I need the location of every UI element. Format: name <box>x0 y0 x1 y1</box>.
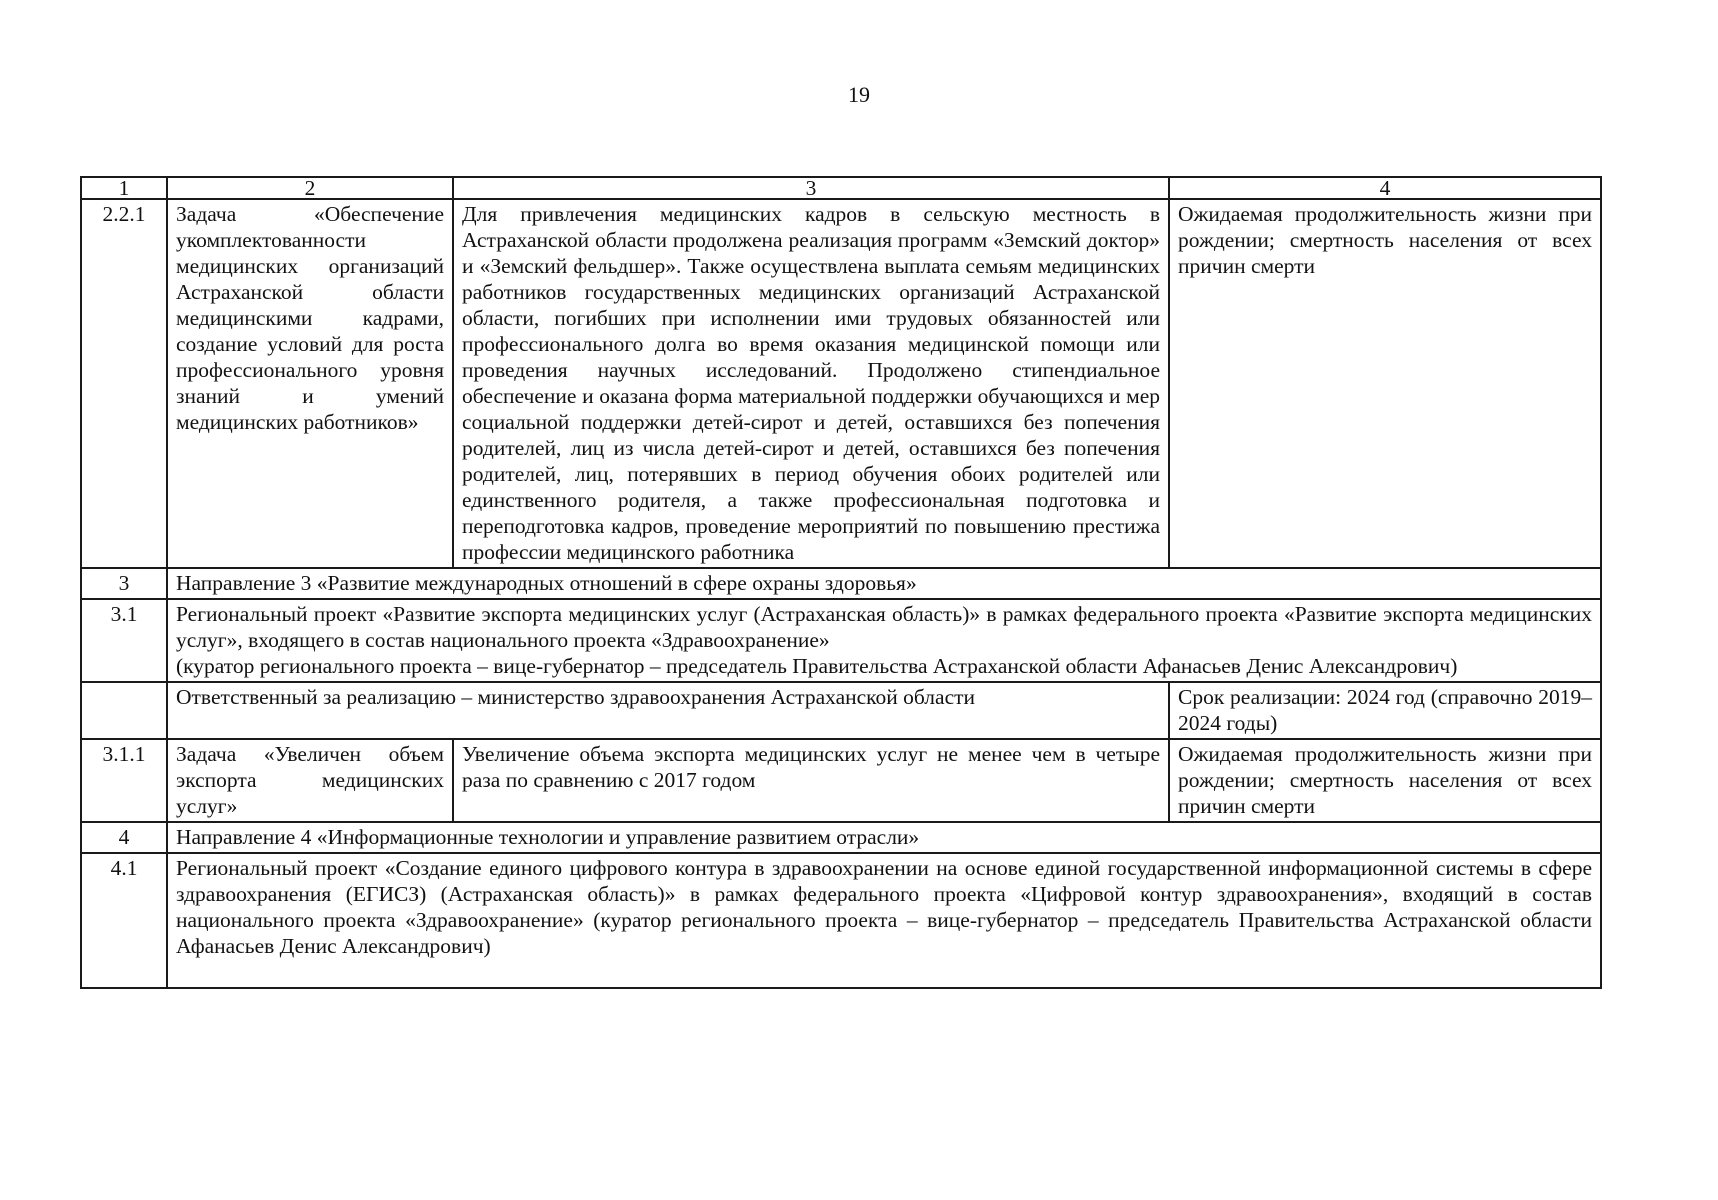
row-number: 3.1.1 <box>81 739 167 822</box>
description-cell: Увеличение объема экспорта медицинских услуг не менее чем в четыре раза по сравнению с 2017 годом <box>453 739 1169 822</box>
table-row-2-2-1 <box>81 199 1601 568</box>
table-row-3-1 <box>81 599 1601 682</box>
row-number: 4.1 <box>81 853 167 988</box>
column-header-4: 4 <box>1169 177 1601 199</box>
direction-cell: Направление 4 «Информационные технологии и управление развитием отрасли» <box>167 822 1601 853</box>
direction-cell: Направление 3 «Развитие международных отношений в сфере охраны здоровья» <box>167 568 1601 599</box>
project-cell: Региональный проект «Развитие экспорта медицинских услуг (Астраханская область)» в рамках федерального проекта «Развитие экспорта медицинских услуг», входящего в состав национального проекта «Здравоохранение» (куратор регионального проекта – вице-губернатор – председатель Правительства Астраханской области Афанасьев Денис Александрович) <box>167 599 1601 682</box>
indicators-cell: Ожидаемая продолжительность жизни при рождении; смертность населения от всех причин смерти <box>1169 739 1601 822</box>
column-header-3: 3 <box>453 177 1169 199</box>
project-cell: Региональный проект «Создание единого цифрового контура в здравоохранении на основе единой государственной информационной системы в сфере здравоохранения (ЕГИСЗ) (Астраханская область)» в рамках федерального проекта «Цифровой контур здравоохранения», входящий в состав национального проекта «Здравоохранение» (куратор регионального проекта – вице-губернатор – председатель Правительства Астраханской области Афанасьев Денис Александрович) <box>167 853 1601 988</box>
row-number-empty <box>81 682 167 739</box>
responsible-cell: Ответственный за реализацию – министерство здравоохранения Астраханской области <box>167 682 1169 739</box>
task-cell: Задача «Обеспечение укомплектованности медицинских организаций Астраханской области медицинскими кадрами, создание условий для роста профессионального уровня знаний и умений медицинских работников» <box>167 199 453 568</box>
table-row-4 <box>81 822 1601 853</box>
row-number: 3 <box>81 568 167 599</box>
program-table <box>80 176 1602 989</box>
task-cell: Задача «Увеличен объем экспорта медицинских услуг» <box>167 739 453 822</box>
column-header-1: 1 <box>81 177 167 199</box>
row-number: 3.1 <box>81 599 167 682</box>
description-cell: Для привлечения медицинских кадров в сельскую местность в Астраханской области продолжена реализация программ «Земский доктор» и «Земский фельдшер». Также осуществлена выплата семьям медицинских работников государственных медицинских организаций Астраханской области, погибших при исполнении ими трудовых обязанностей или профессионального долга во время оказания медицинской помощи или проведения научных исследований. Продолжено стипендиальное обеспечение и оказана форма материальной поддержки обучающихся и мер социальной поддержки детей-сирот и детей, оставшихся без попечения родителей, лиц из числа детей-сирот и детей, оставшихся без попечения родителей, лиц, потерявших в период обучения обоих родителей или единственного родителя, а также профессиональная подготовка и переподготовка кадров, проведение мероприятий по повышению престижа профессии медицинского работника <box>453 199 1169 568</box>
row-number: 2.2.1 <box>81 199 167 568</box>
table-row-3-1-responsible <box>81 682 1601 739</box>
page-number: 19 <box>848 82 870 107</box>
table-row-4-1 <box>81 853 1601 988</box>
column-header-2: 2 <box>167 177 453 199</box>
row-number: 4 <box>81 822 167 853</box>
table-row-3-1-1 <box>81 739 1601 822</box>
table-row-3 <box>81 568 1601 599</box>
term-cell: Срок реализации: 2024 год (справочно 2019–2024 годы) <box>1169 682 1601 739</box>
indicators-cell: Ожидаемая продолжительность жизни при рождении; смертность населения от всех причин смерти <box>1169 199 1601 568</box>
table-header-row <box>81 177 1601 199</box>
